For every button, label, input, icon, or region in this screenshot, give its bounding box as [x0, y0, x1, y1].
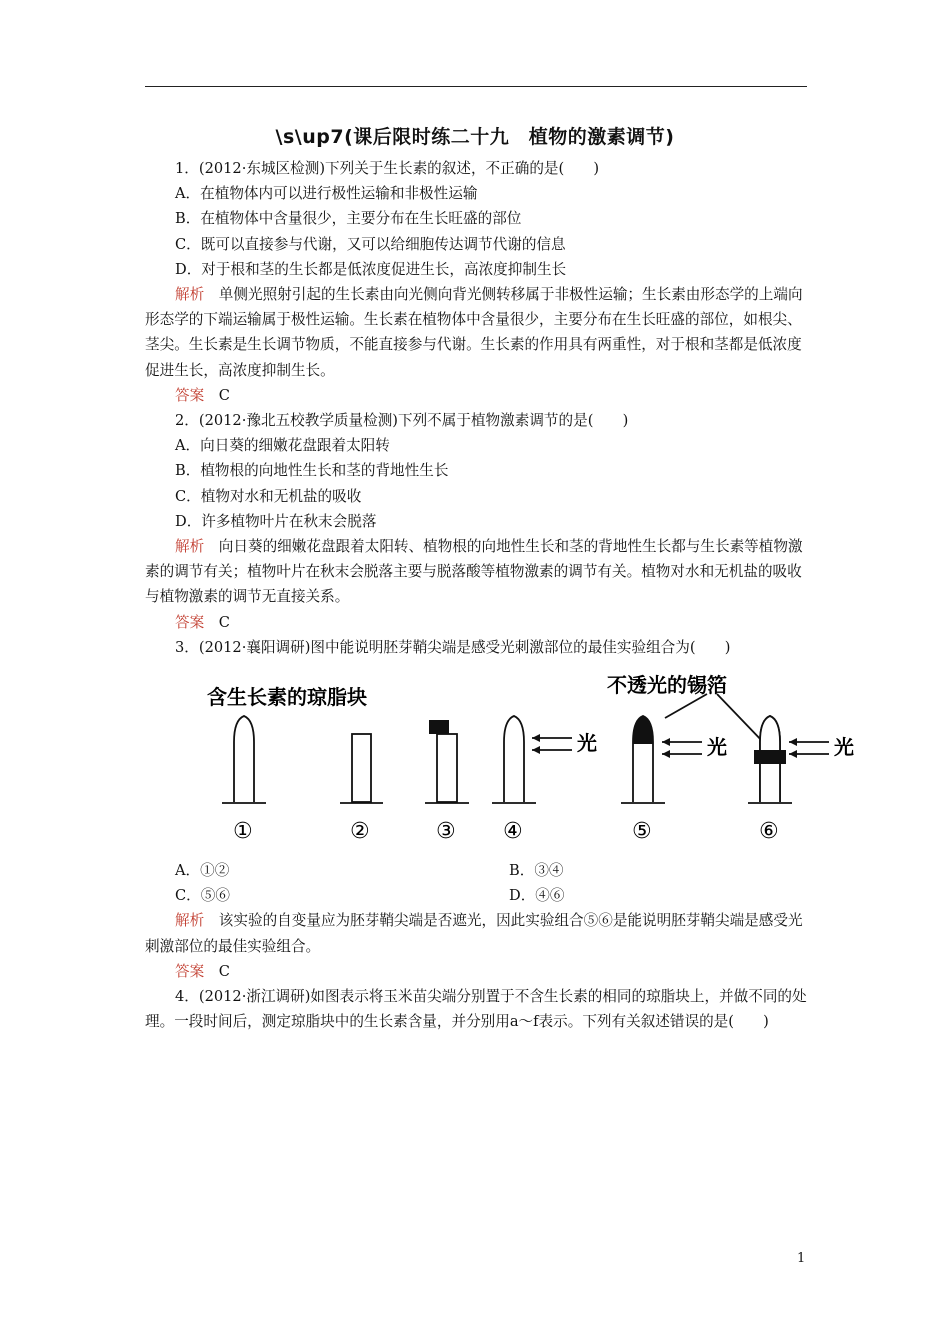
q3-option-b: B．③④	[509, 862, 564, 880]
light-label: 光	[834, 735, 854, 760]
foil-cap	[633, 716, 653, 744]
q1-option-b: B．在植物体中含量很少，主要分布在生长旺盛的部位	[175, 210, 522, 228]
number-5: ⑤	[632, 819, 652, 845]
light-label: 光	[577, 731, 597, 756]
arrow-head	[532, 734, 540, 742]
q3-options-row-1	[145, 858, 807, 883]
number-1: ①	[233, 819, 253, 845]
q2-option-a: A．向日葵的细嫩花盘跟着太阳转	[175, 437, 390, 455]
coleoptile-figure	[187, 673, 854, 852]
arrow-head	[532, 746, 540, 754]
q1-stem: 1．(2012·东城区检测)下列关于生长素的叙述，不正确的是( )	[175, 160, 600, 177]
q1-analysis	[145, 282, 807, 383]
foil-leader-line	[665, 694, 707, 718]
q3-stem: 3．(2012·襄阳调研)图中能说明胚芽鞘尖端是感受光刺激部位的最佳实验组合为( )	[175, 638, 731, 656]
arrow-head	[789, 750, 797, 758]
light-label: 光	[707, 735, 727, 760]
analysis-label: 解析	[175, 538, 205, 556]
answer-text: C	[204, 962, 230, 980]
decapitated-coleoptile-3	[437, 734, 457, 802]
q3-option-c: C．⑤⑥	[175, 887, 230, 905]
analysis-text: 向日葵的细嫩花盘跟着太阳转、植物根的向地性生长和茎的背地性生长都与生长素等植物激素的调节有关；植物叶片在秋末会脱落主要与脱落酸等植物激素的调节有关。植物对水和无机盐的吸收与植物激素的调节无直接关系。	[145, 538, 803, 606]
analysis-label: 解析	[175, 912, 205, 930]
page-title: \s\up7(课后限时练二十九 植物的激素调节)	[275, 126, 675, 148]
analysis-text: 该实验的自变量应为胚芽鞘尖端是否遮光，因此实验组合⑤⑥是能说明胚芽鞘尖端是感受光刺激部位的最佳实验组合。	[145, 912, 803, 955]
q4-stem: 4．(2012·浙江调研)如图表示将玉米苗尖端分别置于不含生长素的相同的琼脂块上，并做不同的处理。一段时间后，测定琼脂块中的生长素含量，并分别用a～f表示。下列有关叙述错误的是( )	[145, 988, 807, 1031]
arrow-head	[662, 738, 670, 746]
number-3: ③	[436, 819, 456, 845]
q3-analysis	[145, 908, 807, 958]
q1-answer	[145, 383, 807, 408]
q3-option-d: D．④⑥	[509, 887, 565, 905]
answer-label: 答案	[175, 613, 205, 631]
answer-label: 答案	[175, 386, 205, 404]
agar-label: 含生长素的琼脂块	[207, 685, 367, 710]
coleoptile-4	[504, 716, 524, 802]
q3-answer	[145, 959, 807, 984]
agar-block	[429, 720, 449, 734]
number-2: ②	[350, 819, 370, 845]
q3-options-row-2	[145, 883, 807, 908]
analysis-label: 解析	[175, 286, 205, 304]
coleoptile-1	[234, 716, 254, 802]
analysis-text: 单侧光照射引起的生长素由向光侧向背光侧转移属于非极性运输；生长素由形态学的上端向形态学的下端运输属于极性运输。生长素在植物体中含量很少，主要分布在生长旺盛的部位，如根尖、茎尖。生长素是生长调节物质，不能直接参与代谢。生长素的作用具有两重性，对于根和茎都是低浓度促进生长，高浓度抑制生长。	[145, 286, 803, 379]
foil-label: 不透光的锡箔	[607, 673, 727, 698]
arrow-head	[789, 738, 797, 746]
q1-option-c: C．既可以直接参与代谢，又可以给细胞传达调节代谢的信息	[175, 235, 566, 253]
q2-stem: 2．(2012·豫北五校教学质量检测)下列不属于植物激素调节的是( )	[175, 412, 629, 430]
q1-option-a: A．在植物体内可以进行极性运输和非极性运输	[175, 185, 478, 203]
page-number: 1	[797, 1251, 806, 1266]
header-rule	[145, 86, 807, 87]
q2-option-c: C．植物对水和无机盐的吸收	[175, 487, 362, 505]
q3-option-a: A．①②	[175, 862, 230, 880]
answer-label: 答案	[175, 962, 205, 980]
q2-option-d: D．许多植物叶片在秋末会脱落	[175, 512, 377, 530]
answer-text: C	[204, 386, 230, 404]
number-6: ⑥	[759, 819, 779, 845]
q2-option-b: B．植物根的向地性生长和茎的背地性生长	[175, 462, 449, 480]
question-list	[145, 156, 854, 1034]
number-4: ④	[503, 819, 523, 845]
decapitated-coleoptile-2	[352, 734, 371, 802]
answer-text: C	[204, 613, 230, 631]
q1-option-d: D．对于根和茎的生长都是低浓度促进生长，高浓度抑制生长	[175, 260, 567, 278]
arrow-head	[662, 750, 670, 758]
q2-analysis	[145, 534, 807, 610]
q2-answer	[145, 610, 807, 635]
